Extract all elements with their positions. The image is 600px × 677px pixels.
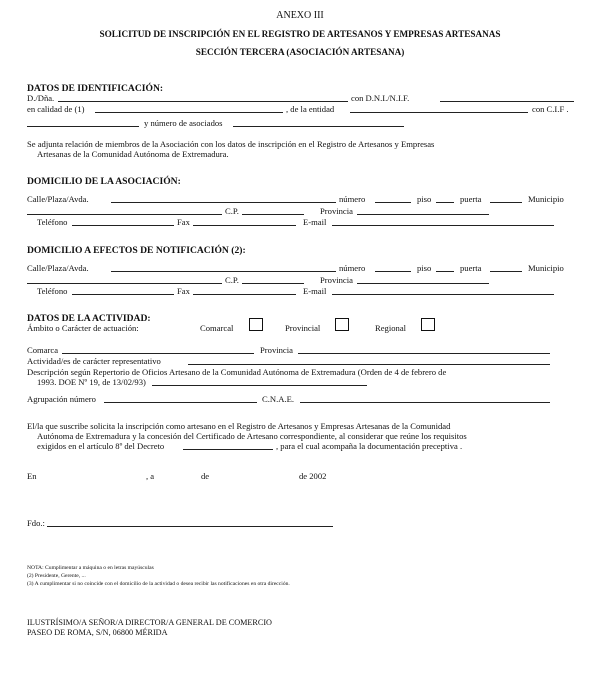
label-email-notif: E-mail — [303, 286, 327, 296]
checkbox-regional[interactable] — [421, 318, 435, 331]
field-calle[interactable] — [111, 202, 336, 203]
label-cnae: C.N.A.E. — [262, 394, 294, 404]
label-puerta: puerta — [460, 194, 482, 204]
field-provincia-act[interactable] — [298, 353, 550, 354]
field-telefono-notif[interactable] — [72, 294, 174, 295]
field-telefono[interactable] — [72, 225, 174, 226]
field-calidad[interactable] — [95, 112, 283, 113]
descripcion-line-2: 1993. DOE Nº 19, de 13/02/93) — [37, 377, 146, 387]
field-piso-notif[interactable] — [436, 271, 454, 272]
label-calle-notif: Calle/Plaza/Avda. — [27, 263, 89, 273]
label-fax: Fax — [177, 217, 190, 227]
label-provincia: Provincia — [320, 206, 353, 216]
field-firma[interactable] — [47, 526, 333, 527]
label-piso-notif: piso — [417, 263, 432, 273]
label-municipio-notif: Municipio — [528, 263, 564, 273]
declaracion-line-2: Autónoma de Extremadura y la concesión del Certificado de Artesano correspondiente, al considerar que reúne los requisitos — [37, 431, 467, 441]
destinatario-line-2: PASEO DE ROMA, S/N, 06800 MÉRIDA — [27, 628, 168, 637]
declaracion-line-3a: exigidos en el artículo 8º del Decreto — [37, 441, 165, 451]
label-comarcal: Comarcal — [200, 323, 234, 333]
section-notificacion: DOMICILIO A EFECTOS DE NOTIFICACIÓN (2): — [27, 245, 246, 256]
field-cp-notif[interactable] — [242, 283, 304, 284]
field-decreto[interactable] — [183, 449, 273, 450]
label-calidad: en calidad de (1) — [27, 104, 85, 114]
label-agrupacion: Agrupación número — [27, 394, 96, 404]
section-domicilio: DOMICILIO DE LA ASOCIACIÓN: — [27, 176, 181, 187]
label-a: , a — [146, 471, 155, 481]
adjunta-text-2: Artesanas de la Comunidad Autónoma de Extremadura. — [37, 149, 229, 159]
label-year: de 2002 — [299, 471, 327, 481]
field-agrupacion[interactable] — [104, 402, 257, 403]
label-entidad: , de la entidad — [286, 104, 335, 114]
field-asociados[interactable] — [233, 126, 404, 127]
field-cif[interactable] — [27, 126, 139, 127]
field-numero-notif[interactable] — [375, 271, 411, 272]
label-fax-notif: Fax — [177, 286, 190, 296]
section-actividad: DATOS DE LA ACTIVIDAD: — [27, 313, 151, 324]
section-identificacion: DATOS DE IDENTIFICACIÓN: — [27, 83, 164, 94]
label-regional: Regional — [375, 323, 407, 333]
label-calle: Calle/Plaza/Avda. — [27, 194, 89, 204]
label-provincia-act: Provincia — [260, 345, 293, 355]
label-numero: número — [339, 194, 366, 204]
declaracion-line-3b: , para el cual acompaña la documentación preceptiva . — [276, 441, 463, 451]
nota-line: NOTA: Cumplimentar a máquina o en letras mayúsculas — [27, 565, 154, 571]
form-subtitle: SECCIÓN TERCERA (ASOCIACIÓN ARTESANA) — [195, 47, 405, 57]
label-piso: piso — [417, 194, 432, 204]
field-email[interactable] — [332, 225, 554, 226]
label-municipio: Municipio — [528, 194, 564, 204]
label-cp: C.P. — [225, 206, 239, 216]
label-email: E-mail — [303, 217, 327, 227]
label-en: En — [27, 471, 37, 481]
label-asociados: y número de asociados — [144, 118, 223, 128]
annex-title: ANEXO III — [276, 10, 324, 21]
label-cp-notif: C.P. — [225, 275, 239, 285]
field-entidad[interactable] — [350, 112, 528, 113]
field-dni[interactable] — [440, 101, 574, 102]
label-actividades: Actividad/es de carácter representativo — [27, 356, 161, 366]
nota-2: (2) Presidente, Gerente, ... — [27, 573, 86, 579]
field-puerta-notif[interactable] — [490, 271, 522, 272]
label-telefono: Teléfono — [37, 217, 68, 227]
label-dni: con D.N.I./N.I.F. — [351, 93, 410, 103]
destinatario-line-1: ILUSTRÍSIMO/A SEÑOR/A DIRECTOR/A GENERAL DE COMERCIO — [27, 618, 272, 627]
field-provincia[interactable] — [357, 214, 489, 215]
label-firma: Fdo.: — [27, 518, 45, 528]
label-comarca: Comarca — [27, 345, 59, 355]
field-calle-notif[interactable] — [111, 271, 336, 272]
field-email-notif[interactable] — [332, 294, 554, 295]
label-puerta-notif: puerta — [460, 263, 482, 273]
label-dna: D./Dña. — [27, 93, 55, 103]
field-provincia-notif[interactable] — [357, 283, 489, 284]
descripcion-line-1: Descripción según Repertorio de Oficios Artesano de la Comunidad Autónoma de Extremadura (Orden de 4 de febrero de — [27, 367, 447, 377]
field-cp[interactable] — [242, 214, 304, 215]
field-descripcion[interactable] — [152, 385, 367, 386]
field-numero[interactable] — [375, 202, 411, 203]
field-municipio-notif[interactable] — [27, 283, 222, 284]
field-actividades[interactable] — [188, 364, 550, 365]
nota-3: (3) A cumplimentar si no coincide con el domicilio de la actividad o desea recibir las notificaciones en otra dirección. — [27, 581, 290, 587]
label-provincial: Provincial — [285, 323, 321, 333]
declaracion-line-1: El/la que suscribe solicita la inscripción como artesano en el Registro de Artesanos y Empresas Artesanas de la Comunidad — [27, 421, 451, 431]
label-telefono-notif: Teléfono — [37, 286, 68, 296]
field-cnae[interactable] — [300, 402, 550, 403]
checkbox-comarcal[interactable] — [249, 318, 263, 331]
label-numero-notif: número — [339, 263, 366, 273]
field-comarca[interactable] — [62, 353, 254, 354]
field-dna[interactable] — [58, 101, 348, 102]
form-title: SOLICITUD DE INSCRIPCIÓN EN EL REGISTRO DE ARTESANOS Y EMPRESAS ARTESANAS — [99, 29, 501, 39]
checkbox-provincial[interactable] — [335, 318, 349, 331]
adjunta-text-1: Se adjunta relación de miembros de la Asociación con los datos de inscripción en el Registro de Artesanos y Empresas — [27, 139, 435, 149]
label-ambito: Ámbito o Carácter de actuación: — [27, 323, 139, 333]
label-provincia-notif: Provincia — [320, 275, 353, 285]
field-fax[interactable] — [193, 225, 296, 226]
field-fax-notif[interactable] — [193, 294, 296, 295]
field-puerta[interactable] — [490, 202, 522, 203]
field-municipio[interactable] — [27, 214, 222, 215]
label-cif: con C.I.F . — [532, 104, 569, 114]
label-de: de — [201, 471, 210, 481]
field-piso[interactable] — [436, 202, 454, 203]
